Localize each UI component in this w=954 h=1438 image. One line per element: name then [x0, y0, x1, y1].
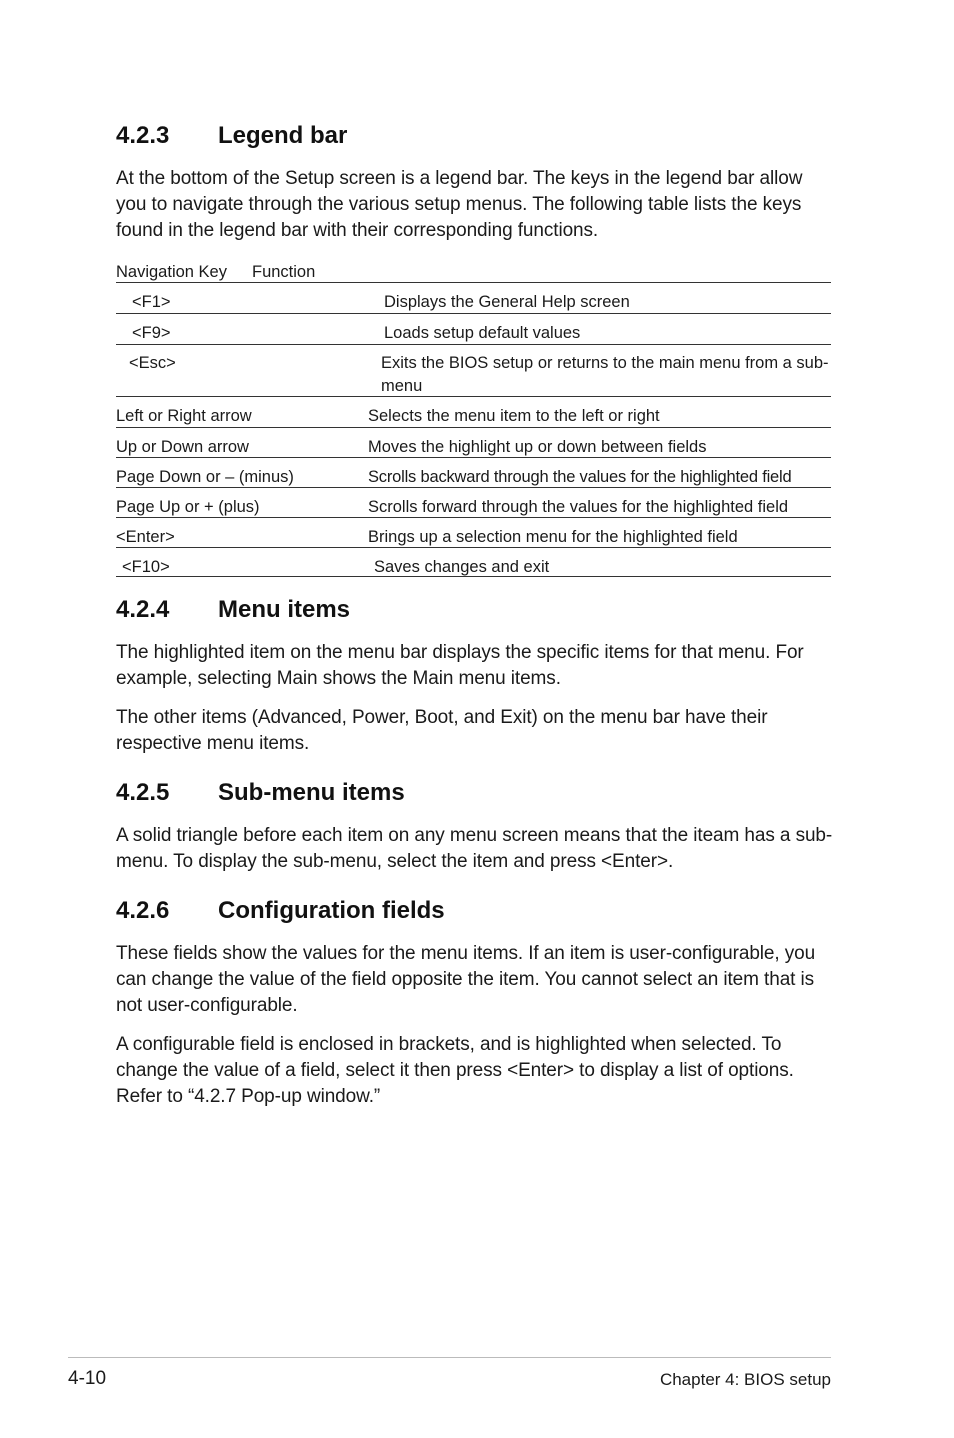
table-row	[116, 518, 831, 548]
section-heading-sub-menu-items: 4.2.5 Sub-menu items	[116, 779, 405, 806]
table-row	[116, 283, 831, 314]
table-row	[116, 548, 831, 577]
table-header	[116, 262, 831, 283]
footer-divider	[68, 1357, 831, 1358]
sub-menu-items-paragraph: A solid triangle before each item on any menu screen means that the iteam has a sub-menu. To display the sub-menu, select the item and press <Enter>.	[116, 825, 833, 872]
menu-items-paragraph-1: The highlighted item on the menu bar displays the specific items for that menu. For example, selecting Main shows the Main menu items.	[116, 642, 804, 689]
key-cell: <F9>	[132, 324, 171, 342]
table-row	[116, 428, 831, 458]
header-function: Function	[252, 263, 316, 281]
configuration-fields-paragraph-1: These fields show the values for the menu items. If an item is user-configurable, you can change the value of the field opposite the item. You cannot select an item that is not user-configurable.	[116, 943, 816, 1016]
function-cell: Exits the BIOS setup or returns to the main menu from a sub-menu	[381, 354, 829, 395]
page-number: 4-10	[68, 1368, 107, 1389]
function-cell: Loads setup default values	[384, 324, 581, 342]
configuration-fields-paragraph-2: A configurable field is enclosed in brackets, and is highlighted when selected. To change the value of a field, select it then press <Enter> to display a list of options. Refer to “4.2.7 Pop-up window.”	[116, 1034, 794, 1107]
section-heading-legend-bar: 4.2.3 Legend bar	[116, 122, 348, 149]
function-cell: Moves the highlight up or down between fields	[368, 438, 707, 456]
function-cell: Selects the menu item to the left or right	[368, 407, 660, 425]
table-row	[116, 488, 831, 518]
key-cell: Page Up or + (plus)	[116, 498, 260, 516]
header-navigation-key: Navigation Key	[116, 263, 227, 281]
section-heading-configuration-fields: 4.2.6 Configuration fields	[116, 897, 445, 924]
key-cell: Page Down or – (minus)	[116, 468, 294, 486]
function-cell: Displays the General Help screen	[384, 293, 630, 311]
key-cell: <F1>	[132, 293, 171, 311]
table-row	[116, 314, 831, 345]
key-cell: <Enter>	[116, 528, 175, 546]
section-heading-menu-items: 4.2.4 Menu items	[116, 596, 351, 623]
legend-bar-paragraph: At the bottom of the Setup screen is a legend bar. The keys in the legend bar allow you to navigate through the various setup menus. The following table lists the keys found in the legend bar with their corresponding functions.	[116, 168, 803, 241]
table-row	[116, 458, 831, 488]
key-cell: Up or Down arrow	[116, 438, 249, 456]
key-cell: Left or Right arrow	[116, 407, 252, 425]
key-cell: <Esc>	[129, 354, 176, 372]
legend-key-table	[116, 262, 831, 577]
key-cell: <F10>	[122, 558, 170, 576]
table-row	[116, 345, 831, 397]
table-row	[116, 397, 831, 428]
menu-items-paragraph-2: The other items (Advanced, Power, Boot, and Exit) on the menu bar have their respective menu items.	[116, 707, 768, 754]
function-cell: Scrolls forward through the values for the highlighted field	[368, 498, 789, 516]
chapter-title: Chapter 4: BIOS setup	[659, 1370, 831, 1389]
function-cell: Scrolls backward through the values for the highlighted field	[368, 468, 792, 486]
function-cell: Brings up a selection menu for the highlighted field	[368, 528, 738, 546]
function-cell: Saves changes and exit	[374, 558, 550, 576]
